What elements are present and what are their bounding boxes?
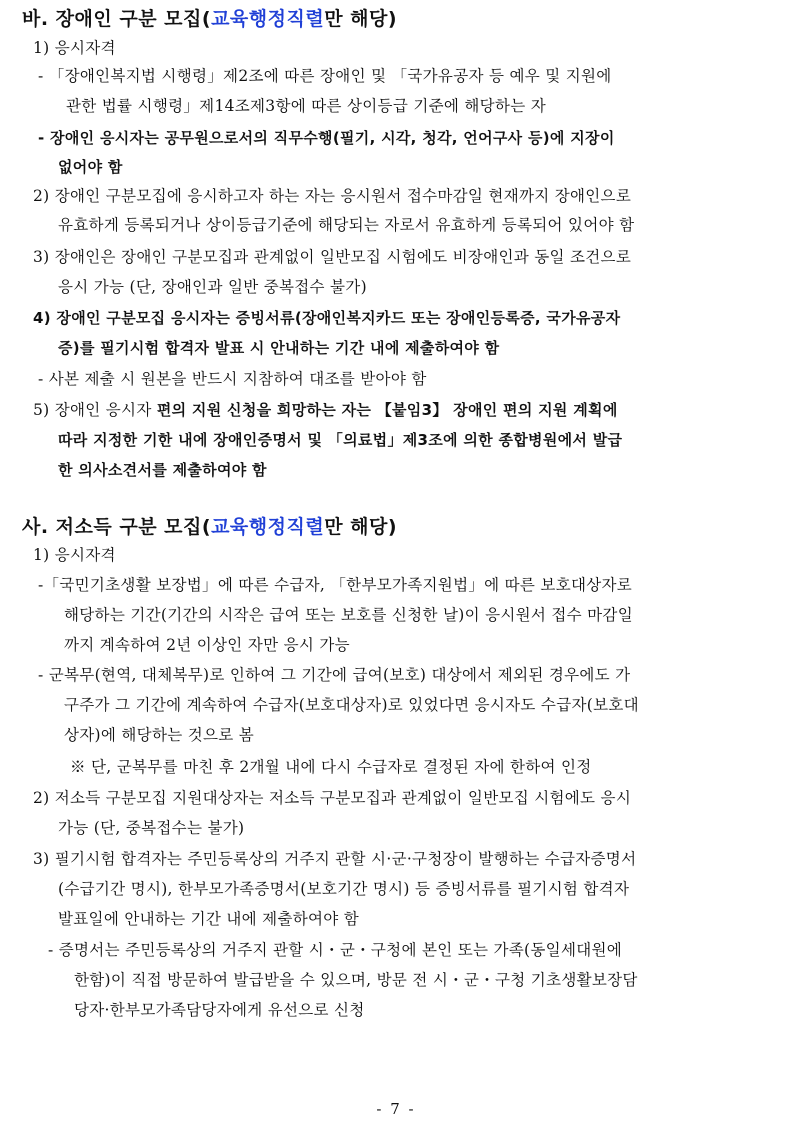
item-2-line-2: 가능 (단, 중복접수는 불가) xyxy=(58,819,245,837)
item-3-bullet-line-3: 당자·한부모가족담당자에게 유선으로 신청 xyxy=(74,1001,365,1019)
item-4-line-2: 증)를 필기시험 합격자 발표 시 안내하는 기간 내에 제출하여야 함 xyxy=(58,339,500,357)
item-3-bullet-line-1: - 증명서는 주민등록상의 거주지 관할 시・군・구청에 본인 또는 가족(동일세대원에 xyxy=(48,941,623,959)
section-title-highlight: 교육행정직렬 xyxy=(211,8,325,30)
item-5-line-2: 따라 지정한 기한 내에 장애인증명서 및 「의료법」제3조에 의한 종합병원에서 발급 xyxy=(58,431,623,449)
page-number: - 7 - xyxy=(376,1100,416,1118)
item-4-bullet: - 사본 제출 시 원본을 반드시 지참하여 대조를 받아야 함 xyxy=(38,370,427,388)
item-1-bullet-2-line-2: 구주가 그 기간에 계속하여 수급자(보호대상자)로 있었다면 응시자도 수급자(보호대 xyxy=(64,696,639,714)
item-3-line-1: 3) 필기시험 합격자는 주민등록상의 거주지 관할 시·군·구청장이 발행하는 수급자증명서 xyxy=(33,850,637,868)
item-3-line-3: 발표일에 안내하는 기간 내에 제출하여야 함 xyxy=(58,910,360,928)
item-1-bullet-1-line-2: 해당하는 기간(기간의 시작은 급여 또는 보호를 신청한 날)이 응시원서 접수 마감일 xyxy=(64,606,633,624)
item-5-line-1-normal: 5) 장애인 응시자 xyxy=(33,401,157,419)
item-1-note: ※ 단, 군복무를 마친 후 2개월 내에 다시 수급자로 결정된 자에 한하여 인정 xyxy=(70,758,592,776)
item-5-line-3: 한 의사소견서를 제출하여야 함 xyxy=(58,461,267,479)
item-1-bullet-2-line-3: 상자)에 해당하는 것으로 봄 xyxy=(64,726,255,744)
item-1-label: 1) 응시자격 xyxy=(33,39,116,57)
item-3-line-2: (수급기간 명시), 한부모가족증명서(보호기간 명시) 등 증빙서류를 필기시험 합격자 xyxy=(58,880,630,898)
item-3-line-1: 3) 장애인은 장애인 구분모집과 관계없이 일반모집 시험에도 비장애인과 동일 조건으로 xyxy=(33,248,632,266)
item-1-bullet-2-line-1: - 장애인 응시자는 공무원으로서의 직무수행(필기, 시각, 청각, 언어구사 등)에 지장이 xyxy=(38,129,615,147)
section-title-suffix: 만 해당) xyxy=(324,516,398,538)
section-title-low-income xyxy=(22,512,397,539)
section-title-disability xyxy=(22,4,397,31)
item-5-line-1-bold: 편의 지원 신청을 희망하는 자는 【붙임3】 장애인 편의 지원 계획에 xyxy=(156,401,618,419)
item-1-bullet-2-line-1: - 군복무(현역, 대체복무)로 인하여 그 기간에 급여(보호) 대상에서 제외된 경우에도 가 xyxy=(38,666,631,684)
item-1-bullet-1-line-2: 관한 법률 시행령」제14조제3항에 따른 상이등급 기준에 해당하는 자 xyxy=(66,97,546,115)
item-2-line-1: 2) 저소득 구분모집 지원대상자는 저소득 구분모집과 관계없이 일반모집 시험에도 응시 xyxy=(33,789,632,807)
item-3-bullet-line-2: 한함)이 직접 방문하여 발급받을 수 있으며, 방문 전 시・군・구청 기초생활보장담 xyxy=(74,971,638,989)
item-1-bullet-1-line-3: 까지 계속하여 2년 이상인 자만 응시 가능 xyxy=(64,636,350,654)
item-1-bullet-2-line-2: 없어야 함 xyxy=(58,158,123,176)
section-title-highlight: 교육행정직렬 xyxy=(211,516,325,538)
item-1-bullet-1-line-1: - 「장애인복지법 시행령」제2조에 따른 장애인 및 「국가유공자 등 예우 및 지원에 xyxy=(38,67,612,85)
item-3-line-2: 응시 가능 (단, 장애인과 일반 중복접수 불가) xyxy=(58,278,367,296)
item-2-line-1: 2) 장애인 구분모집에 응시하고자 하는 자는 응시원서 접수마감일 현재까지 장애인으로 xyxy=(33,187,632,205)
item-4-line-1: 4) 장애인 구분모집 응시자는 증빙서류(장애인복지카드 또는 장애인등록증, 국가유공자 xyxy=(33,309,621,327)
item-1-bullet-1-line-1: -「국민기초생활 보장법」에 따른 수급자, 「한부모가족지원법」에 따른 보호대상자로 xyxy=(38,576,633,594)
section-title-prefix: 사. 저소득 구분 모집( xyxy=(22,516,212,538)
section-title-prefix: 바. 장애인 구분 모집( xyxy=(22,8,212,30)
section-title-suffix: 만 해당) xyxy=(324,8,398,30)
item-1-label: 1) 응시자격 xyxy=(33,546,116,564)
item-2-line-2: 유효하게 등록되거나 상이등급기준에 해당되는 자로서 유효하게 등록되어 있어야 함 xyxy=(58,216,635,234)
item-5-line-1 xyxy=(33,400,618,420)
